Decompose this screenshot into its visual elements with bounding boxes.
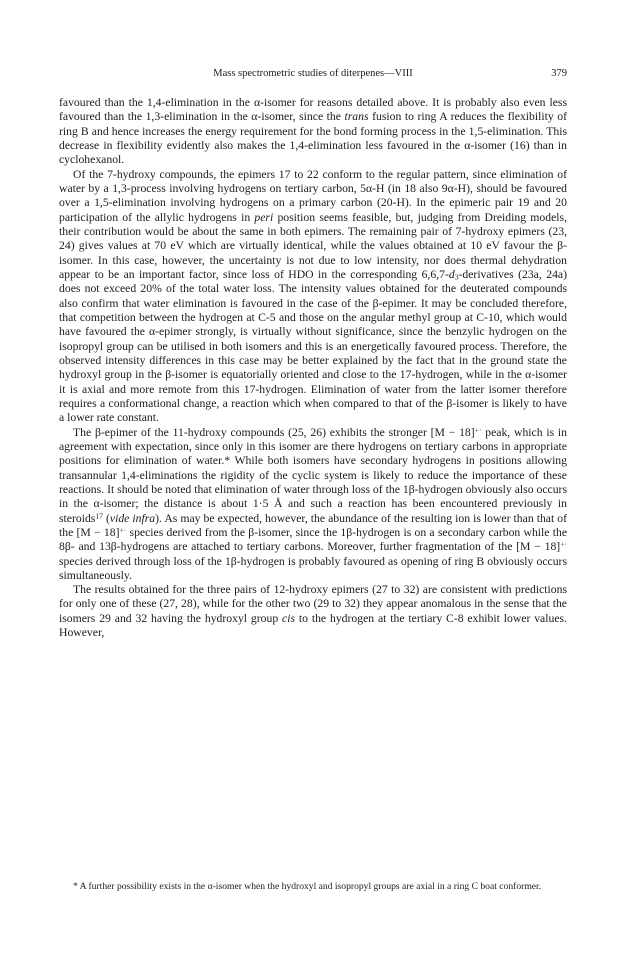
- paragraph: [59, 583, 567, 640]
- italic-text: trans: [344, 110, 369, 124]
- italic-text: peri: [254, 210, 274, 224]
- text-run: position seems feasible, but, judging from Dreiding models, their contribution would be about the same in both epimers. The remaining pair of 7-hydroxy epimers (23, 24) gives values at 70 eV which are virtually identical, while the values obtained at 10 eV favour the β-isomer. In this case, however, the uncertainty is not due to low intensity, nor does thermal dehydration appear to be an important factor, since loss of HDO in the corresponding 6,6,7-: [59, 210, 567, 281]
- text-run: favoured than the 1,4-elimination in the α-isomer for reasons detailed above. It is probably also even less favoured than the 1,3-elimination in the α-isomer, since the: [59, 96, 567, 124]
- italic-text: vide infra: [109, 511, 156, 525]
- superscript: +·: [119, 525, 127, 535]
- text-run: (: [102, 511, 110, 525]
- subscript: 3: [454, 272, 459, 282]
- text-run: fusion to ring A reduces the flexibility of ring B and hence increases the energy requirement for the bond forming process in the 1,5-elimination. This decrease in flexibility evidently also makes the 1,4-elimination less favoured in the α-isomer (16) than in cyclohexanol.: [59, 110, 567, 167]
- superscript: +·: [474, 425, 482, 435]
- text-run: Of the 7-hydroxy compounds, the epimers 17 to 22 conform to the regular pattern, since elimination of water by a 1,3-process involving hydrogens on tertiary carbon, 5α-H (in 18 also 9α-H), should be favoured over a 1,5-elimination involving hydrogens on a primary carbon (20-H). In the epimeric pair 19 and 20 participation of the allylic hydrogens in: [59, 167, 567, 224]
- page-number: 379: [551, 68, 567, 79]
- paragraph: [59, 96, 567, 168]
- text-run: species derived from the β-isomer, since the 1β-hydrogen is on a secondary carbon while the 8β- and 13β-hydrogens are attached to tertiary carbons. Moreover, further fragmentation of the [M − 18]: [59, 525, 568, 554]
- footnote: [59, 881, 567, 893]
- superscript: +·: [560, 539, 567, 549]
- text-run: -derivatives (23a, 24a) does not exceed 20% of the total water loss. The intensity values obtained for the deuterated compounds also confirm that water elimination is favoured in the case of the β-epimer. It may be concluded therefore, that competition between the hydrogen at C-5 and those on the angular methyl group at C-10, which would have favoured the α-epimer strongly, is virtually without significance, since the benzylic hydrogen on the isopropyl group can be utilised in both isomers and this is an energetically favoured process. Therefore, the observed intensity differences in this case may be better explained by the fact that in the ground state the hydroxyl group in the β-isomer is equatorially oriented and close to the 17-hydrogen, while in the α-isomer it is axial and more remote from this 17-hydrogen. Elimination of water from the latter isomer therefore requires a conformational change, a reaction which when compared to that of the β-isomer is likely to have a lower rate constant.: [59, 267, 567, 425]
- italic-text: cis: [282, 611, 296, 625]
- running-title: Mass spectrometric studies of diterpenes—VIII: [213, 68, 413, 79]
- text-run: The β-epimer of the 11-hydroxy compounds (25, 26) exhibits the stronger [M − 18]: [73, 425, 475, 439]
- text-run: ). As may be expected, however, the abundance of the resulting ion is lower than that of the [M − 18]: [59, 511, 567, 539]
- text-run: The results obtained for the three pairs of 12-hydroxy epimers (27 to 32) are consistent with predictions for only one of these (27, 28), while for the other two (29 to 32) they appear anomalous in the sense that the isomers 29 and 32 having the hydroxyl group: [59, 583, 567, 625]
- paragraph: [59, 168, 567, 426]
- paragraph: [59, 426, 567, 584]
- text-run: peak, which is in agreement with expectation, since only in this isomer are there hydrogens on tertiary carbons in appropriate positions for elimination of water.* While both isomers have secondary hydrogens in positions allowing transannular 1,4-eliminations the rigidity of the cyclic system is likely to reduce the importance of these reactions. It should be noted that elimination of water through loss of the 1β-hydrogen obviously also occurs in the α-isomer; the distance is about 1·5 Å and such a reaction has been encountered previously in steroids: [59, 425, 567, 525]
- text-run: species derived through loss of the 1β-hydrogen is probably favoured as opening of ring B obviously occurs simultaneously.: [59, 554, 567, 582]
- page-header: [59, 68, 567, 84]
- text-run: to the hydrogen at the tertiary C-8 exhibit lower values. However,: [59, 611, 567, 640]
- body-text: [59, 96, 567, 640]
- superscript: 17: [95, 511, 103, 521]
- footnote-text: * A further possibility exists in the α-isomer when the hydroxyl and isopropyl groups are axial in a ring C boat conformer.: [73, 881, 542, 892]
- italic-text: d: [448, 267, 455, 281]
